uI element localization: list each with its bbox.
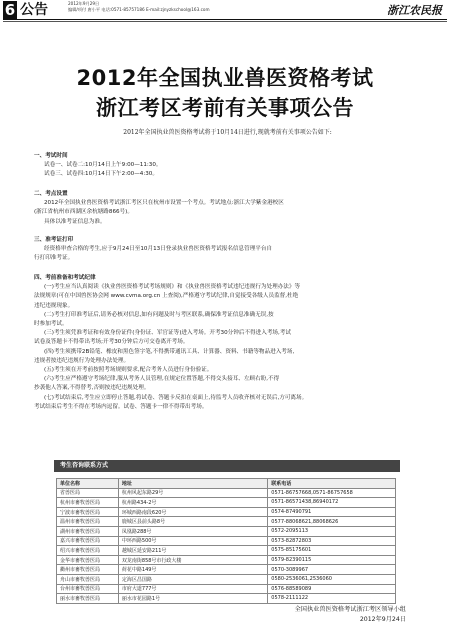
table-row: [57, 498, 396, 508]
section-line: (四)考生须携带2B铅笔、橡皮和黑色签字笔,不得携带通讯工具、计算器、资料、书籍等物品进入考场,: [44, 348, 295, 355]
table-row: [57, 555, 396, 565]
column-header: 单位名称: [57, 479, 119, 489]
section-line: (浙江省杭州市西湖区余杭塘路866号)。: [34, 209, 133, 216]
table-cell-unit: 舟山市畜牧兽医局: [57, 574, 119, 584]
section-exam-time: [34, 152, 422, 180]
table-row: [57, 526, 396, 536]
table-row: [57, 594, 396, 604]
section-line: 抄袭他人答案,不得替考,否则按违纪违规处理。: [34, 385, 150, 392]
header-editor: 编辑/项付 唐小平 电话:0571-85757186 E-mail:zjnyzkschool@163.com: [68, 7, 210, 12]
page-header: [0, 0, 450, 22]
section-line: (七)考试结束后,考生应立即停止答题,将试卷、答题卡反扣在桌面上,待监考人员收齐核对无误后,方可离场。: [44, 394, 308, 401]
table-cell-unit: 宁波市畜牧兽医局: [57, 507, 119, 517]
contact-panel-title: 考生咨询联系方式: [54, 460, 400, 472]
section-line: 2012年全国执业兽医资格考试浙江考区只在杭州市设置一个考点。考试地点:浙江大学紫金港校区: [44, 200, 284, 207]
table-cell-address: 杭州路434-2号: [118, 498, 267, 508]
header-rule: [3, 19, 447, 20]
table-cell-unit: 嘉兴市畜牧兽医局: [57, 536, 119, 546]
section-line: 考试结束后考生不得在考场内逗留。试卷、答题卡一律不得带出考场。: [34, 403, 208, 410]
table-cell-phone: 0577-88068621,88068626: [268, 517, 396, 527]
section-heading: 一、考试时间: [34, 153, 68, 159]
table-cell-address: 鹿城区县前头路8号: [118, 517, 267, 527]
page-number: 6: [4, 1, 16, 19]
table-row: [57, 536, 396, 546]
table-cell-phone: 0580-2536061,2536060: [268, 574, 396, 584]
section-heading: 二、考点设置: [34, 191, 68, 197]
table-cell-unit: 衢州市畜牧兽医局: [57, 565, 119, 575]
table-cell-phone: 0579-82390115: [268, 555, 396, 565]
table-cell-address: 定海区昌国路: [118, 574, 267, 584]
table-cell-phone: 0570-3089967: [268, 565, 396, 575]
section-name: 公告: [20, 2, 48, 18]
table-cell-address: 环城西路南段620号: [118, 507, 267, 517]
title-line-2: 浙江考区考前有关事项公告: [96, 96, 354, 120]
title-line-1: 2012年全国执业兽医资格考试: [76, 66, 374, 90]
section-venue: [34, 190, 422, 227]
table-cell-phone: 0576-88589089: [268, 584, 396, 594]
table-cell-phone: 0571-86757668,0571-86757658: [268, 488, 396, 498]
section-heading: 三、准考证打印: [34, 237, 74, 243]
section-line: 法规规章(可在中国兽医协会网 www.cvma.org.cn 上查阅),严格遵守考试纪律,自觉接受各级人员监督,杜绝: [34, 293, 299, 300]
table-cell-phone: 0574-87490791: [268, 507, 396, 517]
table-cell-phone: 0578-2111122: [268, 594, 396, 604]
table-cell-unit: 湖州市畜牧兽医局: [57, 526, 119, 536]
table-cell-unit: 丽水市畜牧兽医局: [57, 594, 119, 604]
section-line: 经资格审查合格的考生,应于9月24日至10月13日登录执业兽医资格考试报名信息管理平台自: [44, 246, 273, 253]
section-line: (三)考生须凭准考证和有效身份证件(身份证、军官证等)进入考场。开考30分钟后不得进入考场,考试: [44, 330, 291, 337]
section-admission-ticket: [34, 236, 422, 264]
section-line: 违纪违规现象。: [34, 302, 74, 309]
table-cell-address: 凤凰路288号: [118, 526, 267, 536]
table-cell-phone: 0573-82872803: [268, 536, 396, 546]
section-heading: 四、考前准备和考试纪律: [34, 275, 96, 281]
header-meta: [68, 1, 268, 13]
section-line: 具体以准考证信息为准。: [44, 218, 106, 225]
section-line: (一)考生应当认真阅读《执业兽医资格考试考场规则》和《执业兽医资格考试违纪违规行为处理办法》等: [44, 284, 301, 291]
intro-text: 2012年全国执业兽医资格考试将于10月14日进行,现就考前有关事项公告如下:: [123, 129, 332, 136]
table-cell-unit: 温州市畜牧兽医局: [57, 517, 119, 527]
table-cell-phone: 0575-85175601: [268, 546, 396, 556]
table-cell-address: 越城区延安路211号: [118, 546, 267, 556]
table-cell-address: 荷花中路149号: [118, 565, 267, 575]
section-line: 时参加考试。: [34, 321, 68, 328]
section-line: 试卷及答题卡不得带出考场;开考30分钟后方可交卷离开考场。: [34, 339, 189, 346]
table-row: [57, 584, 396, 594]
signature-org: 全国执业兽医资格考试浙江考区领导小组: [294, 606, 406, 613]
table-row: [57, 507, 396, 517]
table-cell-unit: 杭州市畜牧兽医局: [57, 498, 119, 508]
contact-table: [56, 478, 396, 604]
table-row: [57, 546, 396, 556]
section-line: (二)考生打印准考证后,请务必核对信息,如有问题及时与考区联系,确保准考证信息准确无误,按: [44, 311, 274, 318]
table-cell-address: 杭州风起东路29号: [118, 488, 267, 498]
table-cell-unit: 绍兴市畜牧兽医局: [57, 546, 119, 556]
section-line: 试卷一、试卷二:10月14日上午9:00—11:30。: [44, 162, 162, 169]
table-header-row: [57, 479, 396, 489]
table-cell-address: 丽水市花园路1号: [118, 594, 267, 604]
table-cell-phone: 0572-2095113: [268, 526, 396, 536]
header-date: 2012年9月29日: [68, 1, 100, 6]
table-cell-unit: 省兽医局: [57, 488, 119, 498]
table-cell-phone: 0571-86571438,86940172: [268, 498, 396, 508]
paper-name: 浙江农民报: [387, 4, 442, 17]
table-cell-unit: 金华市畜牧兽医局: [57, 555, 119, 565]
table-cell-address: 中环西路500号: [118, 536, 267, 546]
section-line: 行打印准考证。: [34, 255, 74, 262]
column-header: 地址: [118, 479, 267, 489]
table-row: [57, 488, 396, 498]
section-line: 违规者按违纪违规行为处理办法处理。: [34, 357, 130, 364]
section-discipline: [34, 274, 422, 412]
table-row: [57, 574, 396, 584]
section-line: 试卷三、试卷四:10月14日下午2:00—4:30。: [44, 171, 158, 178]
signature-date: 2012年9月24日: [359, 616, 406, 623]
table-row: [57, 565, 396, 575]
section-line: (五)考生须在开考前按照考场规则要求,配合考务人员进行身份验证。: [44, 367, 213, 374]
section-line: (六)考生应严格遵守考场纪律,服从考务人员管理,在规定位置答题,不得交头接耳、左顾右盼,不得: [44, 376, 280, 383]
table-cell-address: 双龙南街858号市行政大楼: [118, 555, 267, 565]
table-cell-unit: 台州市畜牧兽医局: [57, 584, 119, 594]
table-row: [57, 517, 396, 527]
column-header: 联系电话: [268, 479, 396, 489]
table-cell-address: 市府大道777号: [118, 584, 267, 594]
contact-table-body: [57, 488, 396, 603]
header-rule-thin: [3, 21, 447, 22]
